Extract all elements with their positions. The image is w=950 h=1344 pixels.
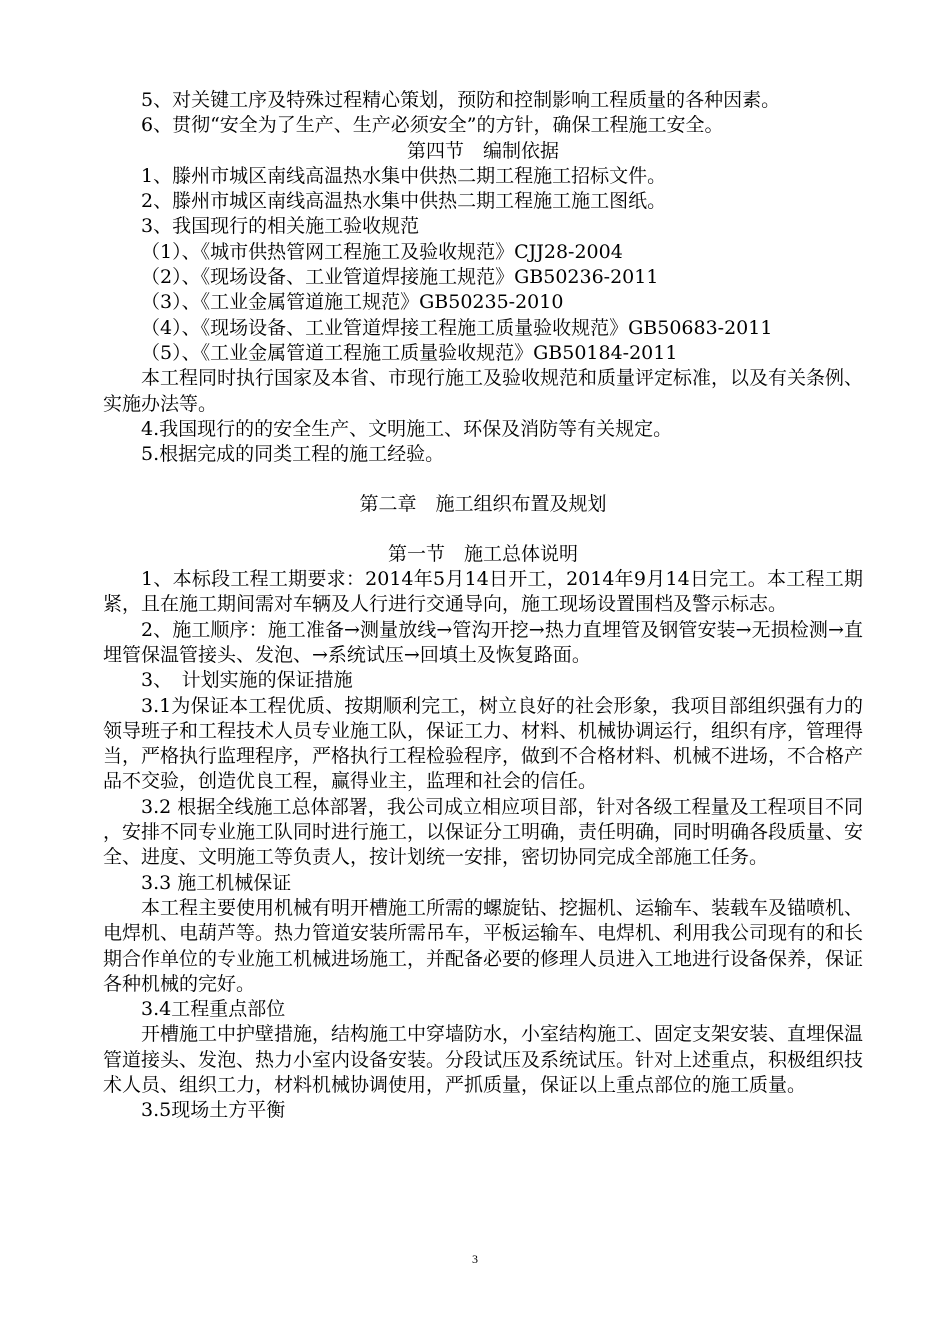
chapter-heading: 第二章 施工组织布置及规划 [359,493,607,516]
paragraph: 4.我国现行的的安全生产、文明施工、环保及消防等有关规定。 [141,417,673,440]
document-body [103,88,863,1124]
paragraph: 1、滕州市城区南线高温热水集中供热二期工程施工招标文件。 [141,164,667,187]
paragraph: 3.4工程重点部位 [141,998,286,1021]
paragraph: 3.1为保证本工程优质、按期顺利完工，树立良好的社会形象，我项目部组织强有力的领导班子和工程技术人员专业施工队，保证工力、材料、机械协调运行，组织有序，管理得当，严格执行监理程序，严格执行工程检验程序，做到不合格材料、机械不进场，不合格产品不交验，创造优良工程，赢得业主，监理和社会的信任。 [103,694,864,793]
paragraph: 3、我国现行的相关施工验收规范 [141,215,420,238]
paragraph: 本工程主要使用机械有明开槽施工所需的螺旋钻、挖掘机、运输车、装载车及锚喷机、电焊机、电葫芦等。热力管道安装所需吊车，平板运输车、电焊机、利用我公司现有的和长期合作单位的专业施工机械进场施工，并配备必要的修理人员进入工地进行设备保养，保证各种机械的完好。 [103,896,864,995]
paragraph: 2、施工顺序：施工准备→测量放线→管沟开挖→热力直埋管及钢管安装→无损检测→直埋管保温管接头、发泡、→系统试压→回填土及恢复路面。 [103,618,863,666]
list-item: （3）、《工业金属管道施工规范》GB50235-2010 [141,291,564,314]
paragraph: 3、 计划实施的保证措施 [141,669,353,692]
list-item: （1）、《城市供热管网工程施工及验收规范》CJJ28-2004 [141,240,623,263]
list-item: （2）、《现场设备、工业管道焊接施工规范》GB50236-2011 [141,266,659,289]
paragraph: 5.根据完成的同类工程的施工经验。 [141,443,445,466]
paragraph: 1、本标段工程工期要求：2014年5月14日开工，2014年9月14日完工。本工程工期紧，且在施工期间需对车辆及人行进行交通导向，施工现场设置围档及警示标志。 [103,568,863,616]
list-item: （4）、《现场设备、工业管道焊接工程施工质量验收规范》GB50683-2011 [141,316,773,339]
paragraph: 3.5现场土方平衡 [141,1099,286,1122]
paragraph: 2、滕州市城区南线高温热水集中供热二期工程施工施工图纸。 [141,190,667,213]
paragraph: 6、贯彻“安全为了生产、生产必须安全”的方针，确保工程施工安全。 [141,114,724,137]
paragraph: 3.3 施工机械保证 [141,871,292,894]
paragraph: 5、对关键工序及特殊过程精心策划，预防和控制影响工程质量的各种因素。 [141,89,781,111]
page-number: 3 [472,1252,478,1266]
section-heading: 第四节 编制依据 [406,139,559,162]
section-heading: 第一节 施工总体说明 [387,542,578,565]
list-item: （5）、《工业金属管道工程施工质量验收规范》GB50184-2011 [141,341,678,364]
paragraph: 开槽施工中护壁措施，结构施工中穿墙防水，小室结构施工、固定支架安装、直埋保温管道接头、发泡、热力小室内设备安装。分段试压及系统试压。针对上述重点，积极组织技术人员、组织工力，材料机械协调使用，严抓质量，保证以上重点部位的施工质量。 [103,1023,864,1096]
paragraph: 本工程同时执行国家及本省、市现行施工及验收规范和质量评定标准，以及有关条例、实施办法等。 [103,367,864,415]
paragraph: 3.2 根据全线施工总体部署，我公司成立相应项目部，针对各级工程量及工程项目不同 ，安排不同专业施工队同时进行施工，以保证分工明确，责任明确，同时明确各段质量、安全、进度、文明施工等负责人，按计划统一安排，密切协同完成全部施工任务。 [103,795,864,869]
